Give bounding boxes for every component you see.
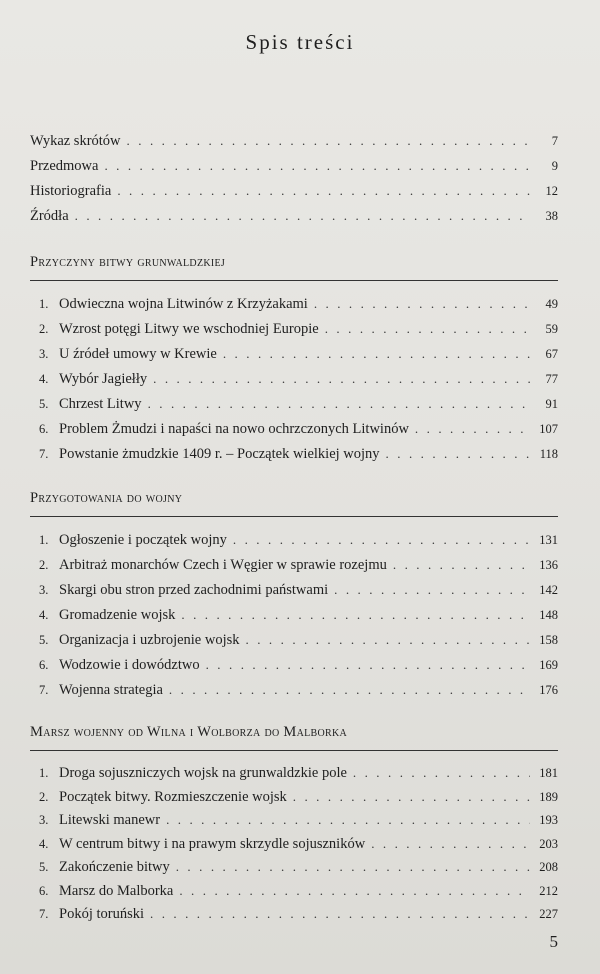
toc-entry-number: 7. — [39, 907, 49, 921]
toc-entry — [30, 128, 558, 153]
leader-dots — [293, 785, 530, 809]
toc-entry-label: Wykaz skrótów — [30, 133, 121, 149]
toc-entry-number: 7. — [39, 683, 49, 697]
toc-entry-number: 4. — [39, 372, 49, 386]
toc-entry-page: 212 — [539, 883, 558, 898]
leader-dots — [179, 879, 530, 903]
toc-section — [30, 250, 558, 466]
toc-entry-label: Powstanie żmudzkie 1409 r. – Początek wielkiej wojny — [59, 446, 380, 462]
leader-dots — [334, 577, 530, 602]
toc-entry-number: 7. — [39, 447, 49, 461]
toc-entry — [30, 552, 558, 577]
toc-entry-number: 3. — [39, 813, 49, 827]
toc-entry-label: Źródła — [30, 208, 69, 224]
leader-dots — [148, 391, 530, 416]
toc-entry — [30, 677, 558, 702]
leader-dots — [117, 178, 530, 203]
toc-entry — [30, 627, 558, 652]
toc-entry-number: 6. — [39, 658, 49, 672]
toc-entry-page: 12 — [545, 184, 558, 198]
toc-entry-label: Ogłoszenie i początek wojny — [59, 532, 227, 548]
toc-entry-page: 227 — [539, 907, 558, 921]
leader-dots — [353, 761, 530, 785]
toc-entry-page: 158 — [539, 633, 558, 647]
leader-dots — [223, 341, 530, 366]
toc-entry-page: 107 — [539, 422, 558, 436]
toc-entry-number: 3. — [39, 347, 49, 361]
toc-entry — [30, 291, 558, 316]
toc-entry-label: Gromadzenie wojsk — [59, 607, 176, 623]
toc-entry-label: Wojenna strategia — [59, 682, 163, 698]
toc-entry-label: Zakończenie bitwy — [59, 859, 170, 875]
leader-dots — [153, 366, 530, 391]
toc-entry-label: W centrum bitwy i na prawym skrzydle sojuszników — [59, 835, 366, 852]
toc-entry-number: 2. — [39, 322, 49, 336]
toc-entry-page: 7 — [551, 134, 558, 148]
toc-entry — [30, 602, 558, 627]
leader-dots — [314, 291, 530, 316]
toc-entry — [30, 761, 558, 785]
toc-entry-label: Wodzowie i dowództwo — [59, 657, 200, 673]
leader-dots — [75, 203, 530, 228]
toc-entry-label: Litewski manewr — [59, 812, 161, 828]
section-title: Przygotowania do wojny — [30, 490, 183, 506]
toc-entry-label: Skargi obu stron przed zachodnimi państwami — [59, 582, 329, 598]
toc-entry — [30, 785, 558, 809]
toc-entry-label: Wybór Jagiełły — [59, 371, 148, 387]
leader-dots — [104, 153, 530, 178]
leader-dots — [181, 602, 530, 627]
toc-entry-page: 131 — [539, 533, 558, 547]
toc-entry-label: Arbitraż monarchów Czech i Węgier w sprawie rozejmu — [59, 557, 387, 573]
toc-entry-page: 189 — [539, 789, 558, 804]
leader-dots — [325, 316, 530, 341]
toc-entry-number: 1. — [39, 766, 49, 780]
toc-entry — [30, 902, 558, 926]
toc-entry-page: 176 — [539, 683, 558, 697]
toc-entry — [30, 527, 558, 552]
toc-entry-label: U źródeł umowy w Krewie — [59, 346, 217, 362]
section-divider — [30, 750, 558, 751]
leader-dots — [206, 652, 530, 677]
leader-dots — [150, 902, 530, 926]
leader-dots — [371, 832, 530, 856]
toc-entry-page: 59 — [545, 322, 558, 336]
leader-dots — [393, 552, 530, 577]
toc-entry — [30, 366, 558, 391]
leader-dots — [169, 677, 530, 702]
toc-entry-page: 142 — [539, 583, 558, 597]
leader-dots — [127, 128, 530, 153]
toc-entry-number: 4. — [39, 836, 49, 851]
leader-dots — [386, 441, 530, 466]
toc-entry-number: 3. — [39, 583, 49, 597]
toc-entry-page: 203 — [539, 836, 558, 851]
toc-entry-label: Wzrost potęgi Litwy we wschodniej Europie — [59, 321, 319, 337]
toc-entry-page: 91 — [545, 397, 558, 411]
toc-section — [30, 486, 558, 702]
toc-entry-number: 5. — [39, 397, 49, 411]
toc-entry-number: 2. — [39, 558, 49, 572]
toc-entry-label: Pokój toruński — [59, 906, 144, 922]
toc-entry-number: 1. — [39, 533, 49, 547]
toc-entry-page: 208 — [539, 860, 558, 874]
toc-entry — [30, 341, 558, 366]
toc-entry-page: 169 — [539, 658, 558, 672]
toc-entry-label: Organizacja i uzbrojenie wojsk — [59, 632, 240, 648]
toc-entry-page: 9 — [551, 159, 558, 173]
toc-entry-page: 136 — [539, 558, 558, 572]
toc-entry-number: 2. — [39, 789, 49, 804]
toc-entry-page: 118 — [539, 447, 558, 461]
toc-entry-page: 38 — [545, 209, 558, 223]
section-title: Marsz wojenny od Wilna i Wolborza do Malborka — [30, 724, 348, 740]
toc-entry-label: Droga sojuszniczych wojsk na grunwaldzkie pole — [59, 765, 347, 781]
toc-entry — [30, 808, 558, 832]
toc-entry — [30, 577, 558, 602]
toc-entry-label: Problem Żmudzi i napaści na nowo ochrzczonych Litwinów — [59, 421, 409, 437]
toc-entry — [30, 652, 558, 677]
toc-entry-page: 49 — [545, 297, 558, 311]
toc-entry — [30, 178, 558, 203]
front-matter-list — [30, 128, 558, 228]
toc-entry-page: 181 — [539, 766, 558, 780]
toc-entry-label: Przedmowa — [30, 158, 99, 174]
toc-entry — [30, 391, 558, 416]
section-divider — [30, 516, 558, 517]
section-divider — [30, 280, 558, 281]
page-number: 5 — [549, 932, 558, 951]
toc-entry — [30, 416, 558, 441]
toc-entry-label: Chrzest Litwy — [59, 396, 142, 412]
toc-entry-number: 1. — [39, 297, 49, 311]
toc-entry-number: 4. — [39, 608, 49, 622]
toc-entry-number: 6. — [39, 422, 49, 436]
leader-dots — [246, 627, 530, 652]
leader-dots — [166, 808, 530, 832]
toc-entry-page: 67 — [545, 347, 558, 361]
toc-entry-label: Historiografia — [30, 183, 112, 199]
section-title: Przyczyny bitwy grunwaldzkiej — [30, 254, 226, 270]
toc-section — [30, 720, 558, 926]
toc-entry — [30, 316, 558, 341]
leader-dots — [176, 855, 530, 879]
toc-entry-number: 5. — [39, 860, 49, 874]
toc-entry-label: Odwieczna wojna Litwinów z Krzyżakami — [59, 296, 308, 312]
toc-entry-number: 5. — [39, 633, 49, 647]
toc-entry — [30, 855, 558, 879]
toc-entry-page: 148 — [539, 608, 558, 622]
toc-entry — [30, 879, 558, 903]
leader-dots — [415, 416, 530, 441]
toc-entry-page: 77 — [545, 372, 558, 386]
toc-entry — [30, 441, 558, 466]
toc-entry — [30, 203, 558, 228]
toc-entry — [30, 832, 558, 856]
leader-dots — [233, 527, 530, 552]
toc-entry-label: Początek bitwy. Rozmieszczenie wojsk — [59, 788, 287, 805]
page-title: Spis treści — [245, 30, 355, 54]
toc-entry-page: 193 — [539, 813, 558, 827]
toc-entry — [30, 153, 558, 178]
toc-entry-number: 6. — [39, 883, 49, 898]
toc-entry-label: Marsz do Malborka — [59, 882, 174, 899]
